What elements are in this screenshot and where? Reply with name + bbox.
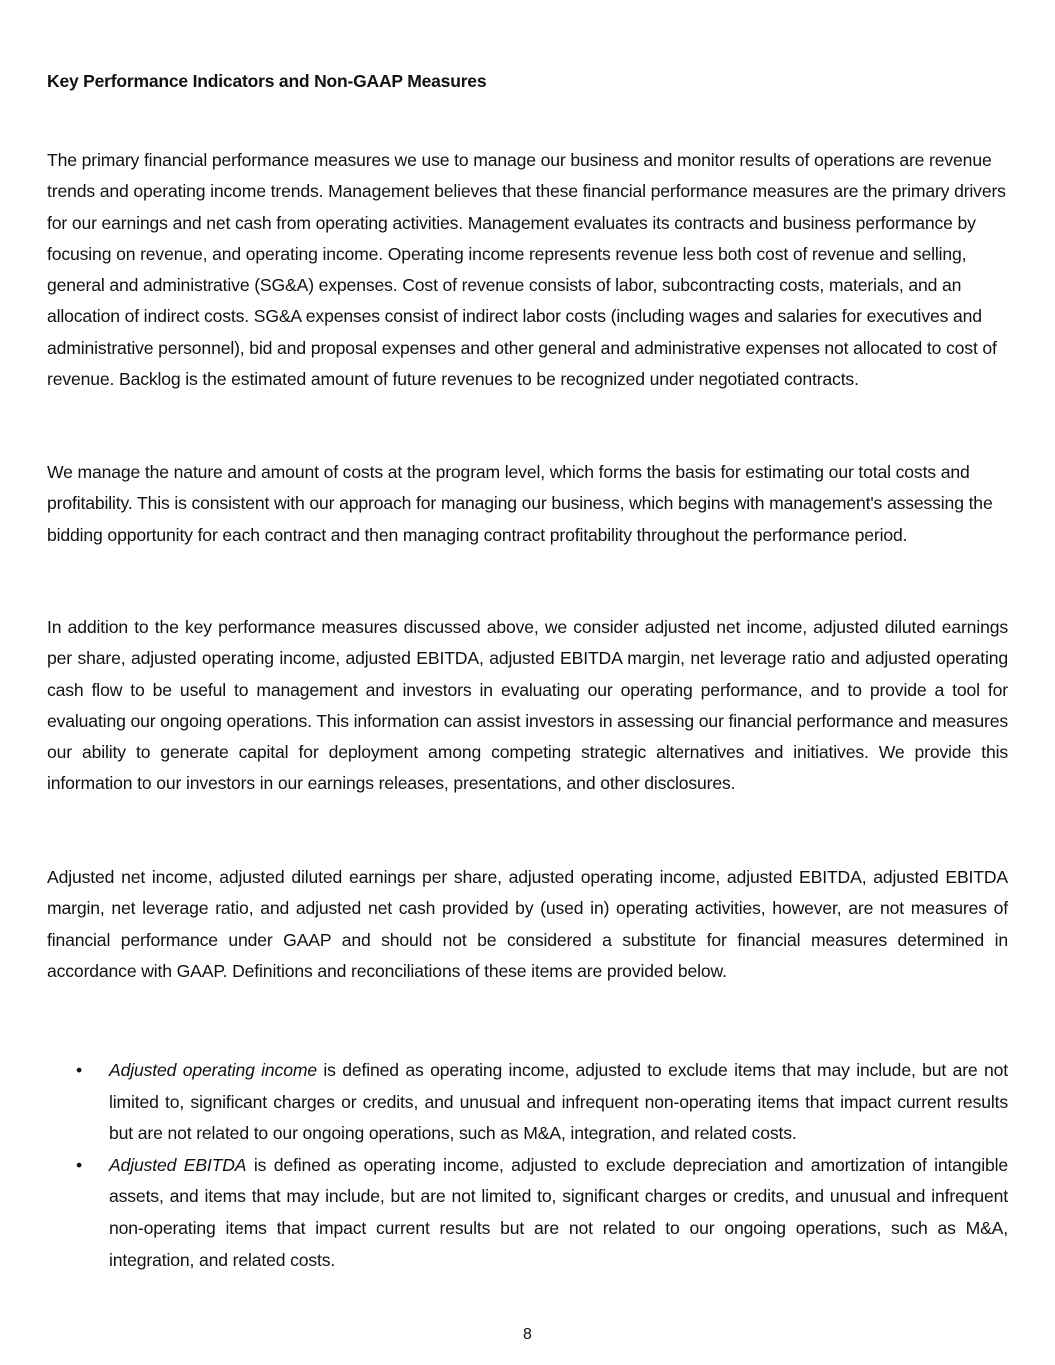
page-number: 8 <box>523 1326 532 1343</box>
definition-adjusted-ebitda: is defined as operating income, adjusted to exclude depreciation and amortization of intangible assets, and items that may include, but are not limited to, significant charges or credits, and unusual and infrequent non-operating items that impact current results but are not related to our ongoing operations, such as M&A, integration, and related costs. <box>109 1154 1008 1270</box>
section-heading: Key Performance Indicators and Non-GAAP Measures <box>47 71 487 91</box>
paragraph-non-gaap-disclaimer: Adjusted net income, adjusted diluted earnings per share, adjusted operating income, adjusted EBITDA, adjusted EBITDA margin, net leverage ratio, and adjusted net cash provided by (used in) operating activities, however, are not measures of financial performance under GAAP and should not be considered a substitute for financial measures determined in accordance with GAAP. Definitions and reconciliations of these items are provided below. <box>47 867 1008 981</box>
paragraph-non-gaap-usefulness: In addition to the key performance measures discussed above, we consider adjusted net income, adjusted diluted earnings per share, adjusted operating income, adjusted EBITDA, adjusted EBITDA margin, net leverage ratio and adjusted operating cash flow to be useful to management and investors in evaluating our operating performance, and to provide a tool for evaluating our ongoing operations. This information can assist investors in assessing our financial performance and measures our ability to generate capital for deployment among competing strategic alternatives and initiatives. We provide this information to our investors in our earnings releases, presentations, and other disclosures. <box>47 617 1008 794</box>
list-item-adjusted-ebitda <box>47 1150 1008 1276</box>
definitions-list <box>47 1055 1008 1276</box>
term-adjusted-operating-income: Adjusted operating income <box>109 1060 317 1080</box>
list-item-adjusted-operating-income <box>47 1055 1008 1150</box>
paragraph-primary-measures: The primary financial performance measures we use to manage our business and monitor results of operations are revenue trends and operating income trends. Management believes that these financial performance measures are the primary drivers for our earnings and net cash from operating activities. Management evaluates its contracts and business performance by focusing on revenue, and operating income. Operating income represents revenue less both cost of revenue and selling, general and administrative (SG&A) expenses. Cost of revenue consists of labor, subcontracting costs, materials, and an allocation of indirect costs. SG&A expenses consist of indirect labor costs (including wages and salaries for executives and administrative personnel), bid and proposal expenses and other general and administrative expenses not allocated to cost of revenue. Backlog is the estimated amount of future revenues to be recognized under negotiated contracts. <box>47 150 1006 390</box>
paragraph-cost-management: We manage the nature and amount of costs at the program level, which forms the basis for estimating our total costs and profitability. This is consistent with our approach for managing our business, which begins with management's assessing the bidding opportunity for each contract and then managing contract profitability throughout the performance period. <box>47 462 993 545</box>
term-adjusted-ebitda: Adjusted EBITDA <box>109 1154 247 1175</box>
bullet-icon: • <box>76 1154 83 1175</box>
definition-adjusted-operating-income: is defined as operating income, adjusted to exclude items that may include, but are not limited to, significant charges or credits, and unusual and infrequent non-operating items that impact current results but are not related to our ongoing operations, such as M&A, integration, and related costs. <box>109 1060 1008 1144</box>
bullet-icon: • <box>76 1060 83 1080</box>
